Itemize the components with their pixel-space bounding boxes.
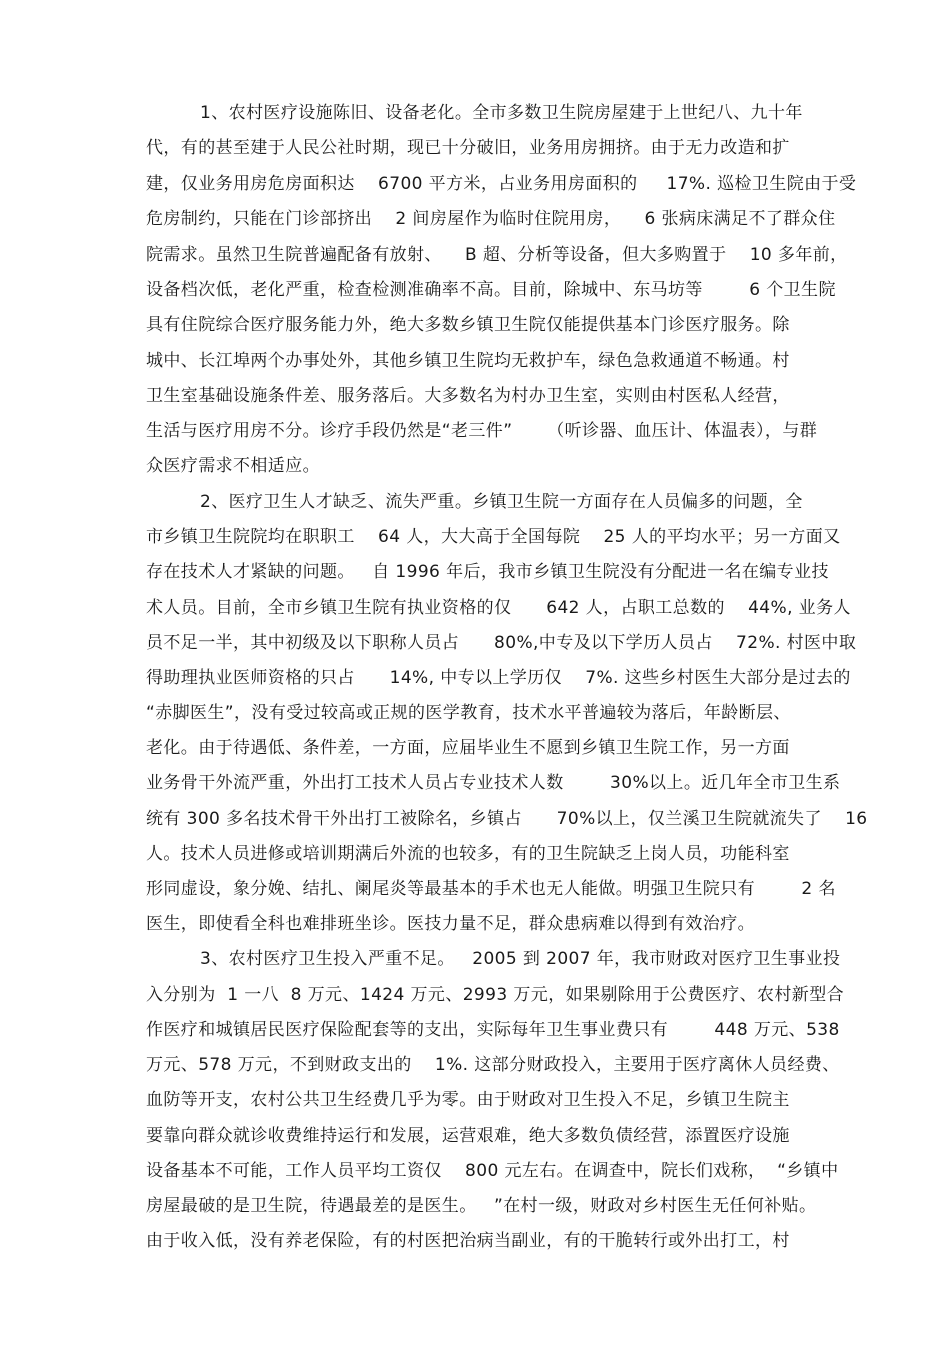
- paragraph-1-line: 危房制约，只能在门诊部挤出 2 间房屋作为临时住院用房， 6 张病床满足不了群众住: [146, 209, 836, 229]
- paragraph-2-line: 人。技术人员进修或培训期满后外流的也较多，有的卫生院缺乏上岗人员，功能科室: [146, 844, 790, 864]
- paragraph-2-line: 市乡镇卫生院院均在职职工 64 人，大大高于全国每院 25 人的平均水平；另一方面又: [146, 527, 841, 547]
- paragraph-1-line: 院需求。虽然卫生院普遍配备有放射、 B 超、分析等设备，但大多购置于 10 多年前，: [146, 245, 848, 265]
- paragraph-2-line: 得助理执业医师资格的只占 14%, 中专以上学历仅 7%. 这些乡村医生大部分是过去的: [146, 668, 851, 688]
- paragraph-1-line: 1、农村医疗设施陈旧、设备老化。全市多数卫生院房屋建于上世纪八、九十年: [200, 103, 803, 123]
- paragraph-1-line: 建，仅业务用房危房面积达 6700 平方米，占业务用房面积的 17%. 巡检卫生院由于受: [146, 174, 857, 194]
- paragraph-3-line: 血防等开支，农村公共卫生经费几乎为零。由于财政对卫生投入不足，乡镇卫生院主: [146, 1090, 790, 1110]
- paragraph-1-line: 众医疗需求不相适应。: [146, 456, 320, 476]
- paragraph-1-line: 城中、长江埠两个办事处外，其他乡镇卫生院均无救护车，绿色急救通道不畅通。村: [146, 351, 790, 371]
- paragraph-2-line: 术人员。目前，全市乡镇卫生院有执业资格的仅 642 人，占职工总数的 44%, 业务人: [146, 598, 851, 618]
- paragraph-2-line: 存在技术人才紧缺的问题。 自 1996 年后，我市乡镇卫生院没有分配进一名在编专业技: [146, 562, 829, 582]
- paragraph-3-line: 入分别为 1 一八 8 万元、1424 万元、2993 万元，如果剔除用于公费医疗、农村新型合: [146, 985, 844, 1005]
- paragraph-2-line: 统有 300 多名技术骨干外出打工被除名，乡镇占 70%以上，仅兰溪卫生院就流失了 16: [146, 809, 868, 829]
- paragraph-1-line: 生活与医疗用房不分。诊疗手段仍然是“老三件” （听诊器、血压计、体温表），与群: [146, 421, 818, 441]
- paragraph-2-line: 员不足一半，其中初级及以下职称人员占 80%,中专及以下学历人员占 72%. 村医中取: [146, 633, 857, 653]
- paragraph-2-line: “赤脚医生”，没有受过较高或正规的医学教育，技术水平普遍较为落后，年龄断层、: [146, 703, 791, 723]
- paragraph-3-line: 万元、578 万元，不到财政支出的 1%. 这部分财政投入，主要用于医疗离休人员经费、: [146, 1055, 840, 1075]
- paragraph-3-line: 设备基本不可能，工作人员平均工资仅 800 元左右。在调查中，院长们戏称， “乡镇中: [146, 1161, 839, 1181]
- paragraph-1-line: 具有住院综合医疗服务能力外，绝大多数乡镇卫生院仅能提供基本门诊医疗服务。除: [146, 315, 790, 335]
- paragraph-2-line: 2、医疗卫生人才缺乏、流失严重。乡镇卫生院一方面存在人员偏多的问题，全: [200, 492, 803, 512]
- paragraph-3-line: 由于收入低，没有养老保险，有的村医把治病当副业，有的干脆转行或外出打工，村: [146, 1231, 790, 1251]
- paragraph-3-line: 房屋最破的是卫生院，待遇最差的是医生。 ”在村一级，财政对乡村医生无任何补贴。: [146, 1196, 817, 1216]
- paragraph-1-line: 卫生室基础设施条件差、服务落后。大多数名为村办卫生室，实则由村医私人经营，: [146, 386, 790, 406]
- paragraph-2-line: 业务骨干外流严重，外出打工技术人员占专业技术人数 30%以上。近几年全市卫生系: [146, 773, 841, 793]
- paragraph-1-line: 代，有的甚至建于人民公社时期，现已十分破旧，业务用房拥挤。由于无力改造和扩: [146, 138, 790, 158]
- paragraph-3-line: 要靠向群众就诊收费维持运行和发展，运营艰难，绝大多数负债经营，添置医疗设施: [146, 1126, 790, 1146]
- paragraph-2-line: 形同虚设，象分娩、结扎、阑尾炎等最基本的手术也无人能做。明强卫生院只有 2 名: [146, 879, 836, 899]
- paragraph-3-line: 3、农村医疗卫生投入严重不足。 2005 到 2007 年，我市财政对医疗卫生事业投: [200, 949, 841, 969]
- paragraph-2-line: 医生，即使看全科也难排班坐诊。医技力量不足，群众患病难以得到有效治疗。: [146, 914, 755, 934]
- paragraph-1-line: 设备档次低，老化严重，检查检测准确率不高。目前，除城中、东马坊等 6 个卫生院: [146, 280, 836, 300]
- paragraph-2-line: 老化。由于待遇低、条件差，一方面，应届毕业生不愿到乡镇卫生院工作，另一方面: [146, 738, 790, 758]
- paragraph-3-line: 作医疗和城镇居民医疗保险配套等的支出，实际每年卫生事业费只有 448 万元、538: [146, 1020, 840, 1040]
